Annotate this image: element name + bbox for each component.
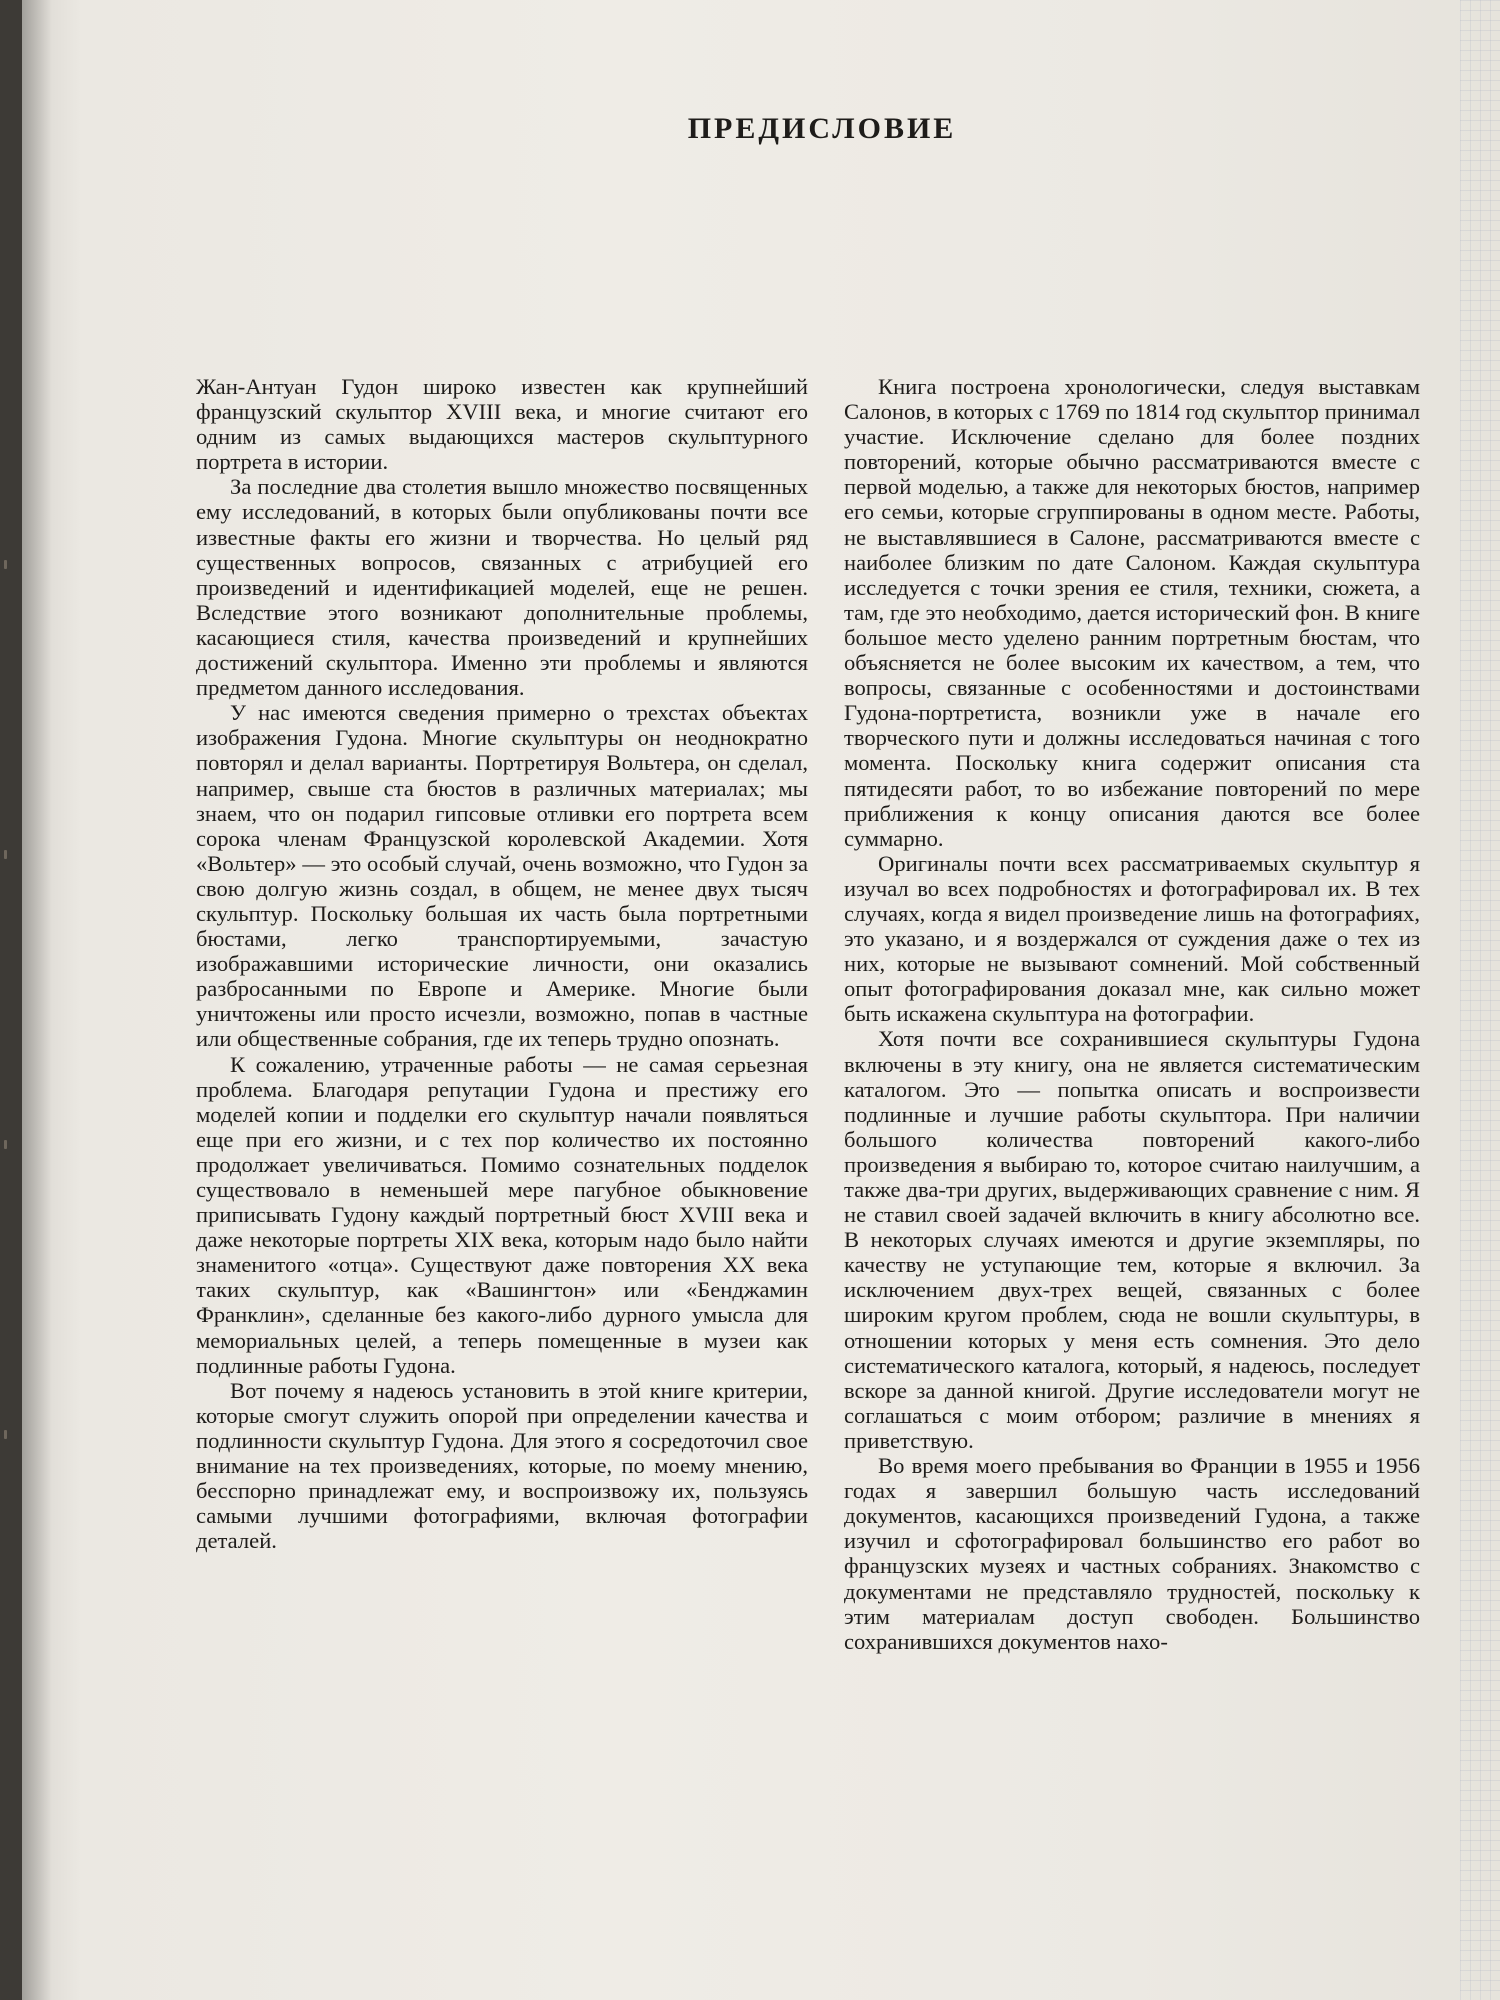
text-column-right <box>844 374 1420 1654</box>
paragraph: Жан-Антуан Гудон широко известен как крупнейший французский скульптор XVIII века, и многие считают его одним из самых выдающихся мастеров скульптурного портрета в истории. <box>196 374 808 475</box>
paragraph: Хотя почти все сохранившиеся скульптуры Гудона включены в эту книгу, она не является систематическим каталогом. Это — попытка описать и воспроизвести подлинные и лучшие работы скульптора. При наличии большого количества повторений какого-либо произведения я выбираю то, которое считаю наилучшим, а также два-три других, выдерживающих сравнение с ним. Я не ставил своей задачей включить в книгу абсолютно все. В некоторых случаях имеются и другие экземпляры, по качеству не уступающие тем, которые я включил. За исключением двух-трех вещей, связанных с более широким кругом проблем, сюда не вошли скульптуры, в отношении которых у меня есть сомнения. Это дело систематического каталога, который, я надеюсь, последует вскоре за данной книгой. Другие исследователи могут не соглашаться с моим отбором; различие в мнениях я приветствую. <box>844 1026 1420 1453</box>
paragraph: Оригиналы почти всех рассматриваемых скульптур я изучал во всех подробностях и фотографировал их. В тех случаях, когда я видел произведение лишь на фотографиях, это указано, и я воздержался от суждения даже о тех из них, которые не вызывают сомнений. Мой собственный опыт фотографирования доказал мне, как сильно может быть искажена скульптура на фотографии. <box>844 850 1420 1027</box>
text-column-left <box>196 374 808 1553</box>
page-title: ПРЕДИСЛОВИЕ <box>687 112 957 146</box>
binding-stitch <box>4 1430 7 1439</box>
paragraph: Во время моего пребывания во Франции в 1955 и 1956 годах я завершил большую часть исследований документов, касающихся произведений Гудона, а также изучил и сфотографировал большинство его работ во французских музеях и частных собраниях. Знакомство с документами не представляло трудностей, поскольку к этим материалам доступ свободен. Большинство сохранившихся документов нахо- <box>844 1453 1420 1654</box>
binding-stitch <box>4 560 7 569</box>
book-page <box>22 0 1500 2000</box>
binding-stitch <box>4 850 7 859</box>
book-spine-shadow <box>22 0 52 2000</box>
background-grid-paper <box>1460 0 1500 2000</box>
paragraph: К сожалению, утраченные работы — не самая серьезная проблема. Благодаря репутации Гудона и престижу его моделей копии и подделки его скульптур начали появляться еще при его жизни, и с тех пор количество их постоянно продолжает увеличиваться. Помимо сознательных подделок существовало в неменьшей мере пагубное обыкновение приписывать Гудону каждый портретный бюст XVIII века и даже некоторые портреты XIX века, которым надо было найти знаменитого «отца». Существуют даже повторения XX века таких скульптур, как «Вашингтон» или «Бенджамин Франклин», сделанные без какого-либо дурного умысла для мемориальных целей, а теперь помещенные в музеи как подлинные работы Гудона. <box>196 1051 808 1378</box>
binding-stitch <box>4 1140 7 1149</box>
paragraph: У нас имеются сведения примерно о трехстах объектах изображения Гудона. Многие скульптуры он неоднократно повторял и делал варианты. Портретируя Вольтера, он сделал, например, свыше ста бюстов в различных материалах; мы знаем, что он подарил гипсовые отливки его портрета всем сорока членам Французской королевской Академии. Хотя «Вольтер» — это особый случай, очень возможно, что Гудон за свою долгую жизнь создал, в общем, не менее двух тысяч скульптур. Поскольку большая их часть была портретными бюстами, легко транспортируемыми, зачастую изображавшими исторические личности, они оказались разбросанными по Европе и Америке. Многие были уничтожены или просто исчезли, возможно, попав в частные или общественные собрания, где их теперь трудно опознать. <box>196 700 808 1052</box>
paragraph: Вот почему я надеюсь установить в этой книге критерии, которые смогут служить опорой при определении качества и подлинности скульптур Гудона. Для этого я сосредоточил свое внимание на тех произведениях, которые, по моему мнению, бесспорно принадлежат ему, и воспроизвожу их, пользуясь самыми лучшими фотографиями, включая фотографии деталей. <box>196 1377 808 1554</box>
paragraph: Книга построена хронологически, следуя выставкам Салонов, в которых с 1769 по 1814 год скульптор принимал участие. Исключение сделано для более поздних повторений, которые обычно рассматриваются вместе с первой моделью, а также для некоторых бюстов, например его семьи, которые сгруппированы в одном месте. Работы, не выставлявшиеся в Салоне, рассматриваются вместе с наиболее близким по дате Салоном. Каждая скульптура исследуется с точки зрения ее стиля, техники, сюжета, а там, где это необходимо, дается исторический фон. В книге большое место уделено ранним портретным бюстам, что объясняется не более высоким их качеством, а тем, что вопросы, связанные с особенностями и достоинствами Гудона-портретиста, возникли уже в начале его творческого пути и должны исследоваться начиная с того момента. Поскольку книга содержит описания ста пятидесяти работ, то во избежание повторений по мере приближения к концу описания даются все более суммарно. <box>844 374 1420 851</box>
paragraph: За последние два столетия вышло множество посвященных ему исследований, в которых были опубликованы почти все известные факты его жизни и творчества. Но целый ряд существенных вопросов, связанных с атрибуцией его произведений и идентификацией моделей, еще не решен. Вследствие этого возникают дополнительные проблемы, касающиеся стиля, качества произведений и крупнейших достижений скульптора. Именно эти проблемы и являются предметом данного исследования. <box>196 474 808 701</box>
